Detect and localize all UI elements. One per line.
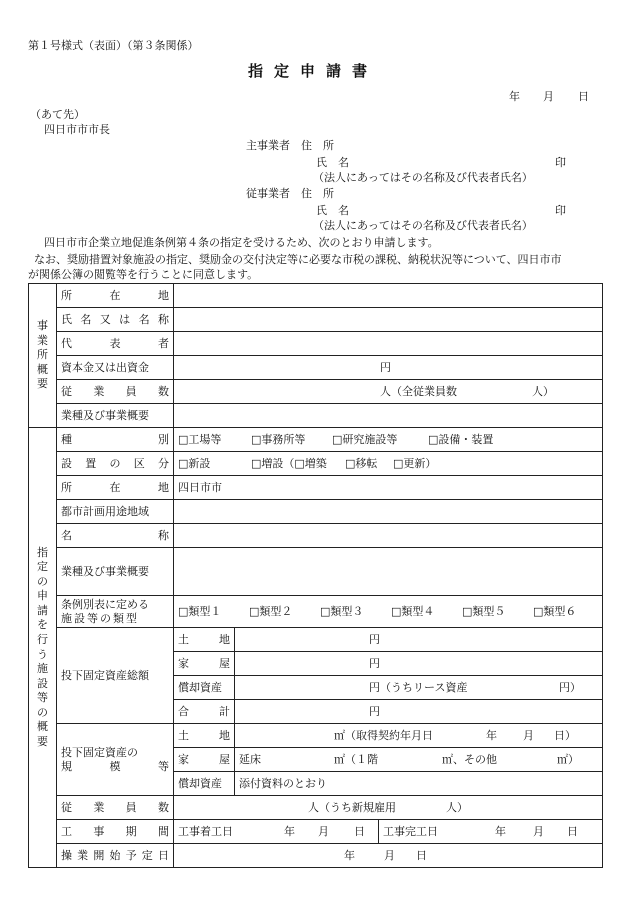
scale-depreciable-field[interactable]: 添付資料のとおり bbox=[235, 772, 603, 796]
section-business-overview-label: 事業所概要 bbox=[29, 284, 57, 428]
install-move-checkbox[interactable]: □移転 bbox=[345, 456, 378, 470]
main-applicant-address-label: 住 所 bbox=[301, 139, 334, 152]
assets-land-field[interactable]: 円 bbox=[235, 628, 603, 652]
assets-total-sum-field[interactable]: 円 bbox=[235, 700, 603, 724]
business-description-label: 業種及び事業概要 bbox=[57, 404, 174, 428]
construction-period-label: 工 事 期 間 bbox=[57, 820, 174, 844]
facility-class-label: 条例別表に定める 施設等の類型 bbox=[57, 596, 174, 628]
sub-applicant-name-label: 氏 名 bbox=[316, 204, 349, 217]
class-6-checkbox[interactable]: □類型６ bbox=[533, 604, 577, 618]
zoning-label: 都市計画用途地域 bbox=[57, 500, 174, 524]
operation-start-field[interactable]: 年 月 日 bbox=[174, 844, 603, 868]
facility-name-field[interactable] bbox=[174, 524, 603, 548]
main-applicant-note: （法人にあってはその名称及び代表者氏名） bbox=[313, 171, 533, 184]
operation-start-label: 操 業 開 始 予 定 日 bbox=[57, 844, 174, 868]
assets-scale-label: 投下固定資産の 規 模 等 bbox=[57, 724, 174, 796]
install-category-options bbox=[174, 452, 603, 476]
date-year-label: 年 bbox=[509, 90, 520, 103]
scale-land-label: 土 地 bbox=[174, 724, 235, 748]
representative-field[interactable] bbox=[174, 332, 603, 356]
consent-statement-line2: が関係公簿の閲覧等を行うことに同意します。 bbox=[28, 268, 259, 281]
zoning-field[interactable] bbox=[174, 500, 603, 524]
section-facility-overview-label: 指定の申請を行う施設等の概要 bbox=[29, 428, 57, 868]
business-location-field[interactable] bbox=[174, 284, 603, 308]
option-factory-checkbox[interactable]: □工場等 bbox=[178, 432, 222, 446]
scale-building-label: 家 屋 bbox=[174, 748, 235, 772]
assets-depreciable-field[interactable]: 円（うちリース資産 円） bbox=[235, 676, 603, 700]
main-applicant-name-label: 氏 名 bbox=[316, 156, 349, 169]
assets-land-label: 土 地 bbox=[174, 628, 235, 652]
form-number: 第１号様式（表面）（第３条関係） bbox=[28, 39, 199, 52]
employees-label: 従 業 員 数 bbox=[57, 380, 174, 404]
representative-label: 代 表 者 bbox=[57, 332, 174, 356]
application-statement: 四日市市企業立地促進条例第４条の指定を受けるため、次のとおり申請します。 bbox=[44, 236, 439, 249]
install-category-label: 設 置 の 区 分 bbox=[57, 452, 174, 476]
class-1-checkbox[interactable]: □類型１ bbox=[178, 604, 222, 618]
sub-applicant-note: （法人にあってはその名称及び代表者氏名） bbox=[313, 219, 533, 232]
facility-employees-label: 従 業 員 数 bbox=[57, 796, 174, 820]
class-5-checkbox[interactable]: □類型５ bbox=[462, 604, 506, 618]
facility-type-options bbox=[174, 428, 603, 452]
date-day-label: 日 bbox=[578, 90, 589, 103]
main-applicant-seal: 印 bbox=[555, 156, 566, 169]
assets-building-field[interactable]: 円 bbox=[235, 652, 603, 676]
addressee: 四日市市市長 bbox=[44, 123, 110, 136]
facility-location-label: 所 在 地 bbox=[57, 476, 174, 500]
facility-business-label: 業種及び事業概要 bbox=[57, 548, 174, 596]
sub-applicant-role: 従事業者 bbox=[246, 187, 290, 200]
business-name-label: 氏 名 又 は 名 称 bbox=[57, 308, 174, 332]
scale-building-field[interactable]: 延床 ㎡（１階 ㎡、その他 ㎡） bbox=[235, 748, 603, 772]
facility-name-label: 名 称 bbox=[57, 524, 174, 548]
business-description-field[interactable] bbox=[174, 404, 603, 428]
sub-applicant-seal: 印 bbox=[555, 204, 566, 217]
capital-unit: 円 bbox=[380, 360, 391, 374]
scale-land-field[interactable]: ㎡（取得契約年月日 年 月 日） bbox=[235, 724, 603, 748]
facility-type-label: 種 別 bbox=[57, 428, 174, 452]
facility-location-value: 四日市市 bbox=[178, 480, 222, 494]
facility-class-options bbox=[174, 596, 603, 628]
business-name-field[interactable] bbox=[174, 308, 603, 332]
assets-depreciable-label: 償却資産 bbox=[174, 676, 235, 700]
sub-applicant-address-label: 住 所 bbox=[301, 187, 334, 200]
main-applicant-role: 主事業者 bbox=[246, 139, 290, 152]
construction-end-field[interactable]: 工事完工日 年 月 日 bbox=[379, 820, 603, 844]
capital-label: 資本金又は出資金 bbox=[57, 356, 174, 380]
option-equipment-checkbox[interactable]: □設備・装置 bbox=[428, 432, 494, 446]
assets-total-sum-label: 合 計 bbox=[174, 700, 235, 724]
addressee-label: （あて先） bbox=[30, 108, 85, 121]
facility-location-field[interactable] bbox=[174, 476, 603, 500]
date-month-label: 月 bbox=[543, 90, 554, 103]
business-location-label: 所 在 地 bbox=[57, 284, 174, 308]
capital-field[interactable] bbox=[174, 356, 603, 380]
employees-close: 人） bbox=[532, 384, 554, 398]
class-2-checkbox[interactable]: □類型２ bbox=[249, 604, 293, 618]
assets-total-label: 投下固定資産総額 bbox=[57, 628, 174, 724]
construction-start-field[interactable]: 工事着工日 年 月 日 bbox=[174, 820, 379, 844]
scale-depreciable-label: 償却資産 bbox=[174, 772, 235, 796]
facility-employees-field[interactable]: 人（うち新規雇用 人） bbox=[174, 796, 603, 820]
employees-field[interactable] bbox=[174, 380, 603, 404]
option-research-checkbox[interactable]: □研究施設等 bbox=[332, 432, 398, 446]
install-update-checkbox[interactable]: □更新） bbox=[393, 456, 437, 470]
class-3-checkbox[interactable]: □類型３ bbox=[320, 604, 364, 618]
document-title: 指定申請書 bbox=[248, 62, 379, 80]
facility-business-field[interactable] bbox=[174, 548, 603, 596]
consent-statement-line1: なお、奨励措置対象施設の指定、奨励金の交付決定等に必要な市税の課税、納税状況等について、四日市市 bbox=[34, 253, 562, 266]
employees-unit: 人（全従業員数 bbox=[380, 384, 457, 398]
application-table bbox=[28, 283, 603, 868]
class-4-checkbox[interactable]: □類型４ bbox=[391, 604, 435, 618]
install-expand-checkbox[interactable]: □増設（□増築 bbox=[251, 456, 327, 470]
install-new-checkbox[interactable]: □新設 bbox=[178, 456, 211, 470]
assets-building-label: 家 屋 bbox=[174, 652, 235, 676]
option-office-checkbox[interactable]: □事務所等 bbox=[251, 432, 306, 446]
